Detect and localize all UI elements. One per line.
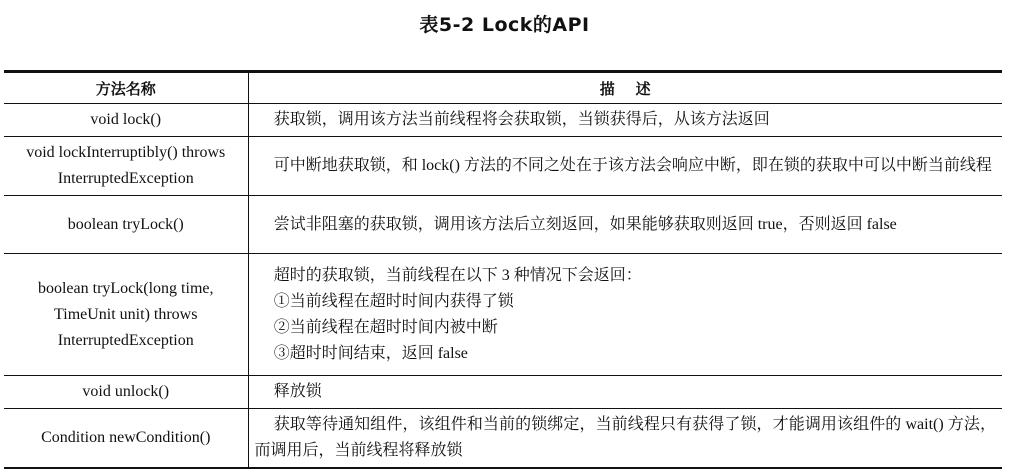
- description-intro: 超时的获取锁，当前线程在以下 3 种情况下会返回：: [273, 266, 642, 284]
- description-list-item: ①当前线程在超时时间内获得了锁: [273, 292, 514, 310]
- lock-api-table: [4, 70, 1002, 469]
- method-cell: boolean tryLock(long time, TimeUnit unit) throws InterruptedException: [4, 254, 248, 376]
- table-row: [4, 409, 1002, 469]
- description-cell: 可中断地获取锁，和 lock() 方法的不同之处在于该方法会响应中断，即在锁的获取中可以中断当前线程: [248, 137, 1002, 196]
- description-cell: 获取锁，调用该方法当前线程将会获取锁，当锁获得后，从该方法返回: [248, 104, 1002, 137]
- description-cell: [248, 254, 1002, 376]
- table-row: [4, 196, 1002, 254]
- description-cell: 尝试非阻塞的获取锁，调用该方法后立刻返回，如果能够获取则返回 true，否则返回 false: [248, 196, 1002, 254]
- table-row: [4, 254, 1002, 376]
- header-method-name: 方法名称: [4, 72, 248, 104]
- method-cell: void unlock(): [4, 376, 248, 409]
- table-header-row: [4, 72, 1002, 104]
- header-description: 描 述: [248, 72, 1002, 104]
- description-cell: 获取等待通知组件，该组件和当前的锁绑定，当前线程只有获得了锁，才能调用该组件的 wait() 方法，而调用后，当前线程将释放锁: [248, 409, 1002, 469]
- description-list-item: ②当前线程在超时时间内被中断: [273, 318, 498, 336]
- table-row: [4, 137, 1002, 196]
- table-row: [4, 376, 1002, 409]
- method-cell: void lockInterruptibly() throws InterruptedException: [4, 137, 248, 196]
- table-row: [4, 104, 1002, 137]
- method-cell: void lock(): [4, 104, 248, 137]
- method-cell: Condition newCondition(): [4, 409, 248, 469]
- description-cell: 释放锁: [248, 376, 1002, 409]
- description-list-item: ③超时时间结束，返回 false: [273, 344, 468, 362]
- method-cell: boolean tryLock(): [4, 196, 248, 254]
- table-caption: 表5-2 Lock的API: [419, 14, 590, 36]
